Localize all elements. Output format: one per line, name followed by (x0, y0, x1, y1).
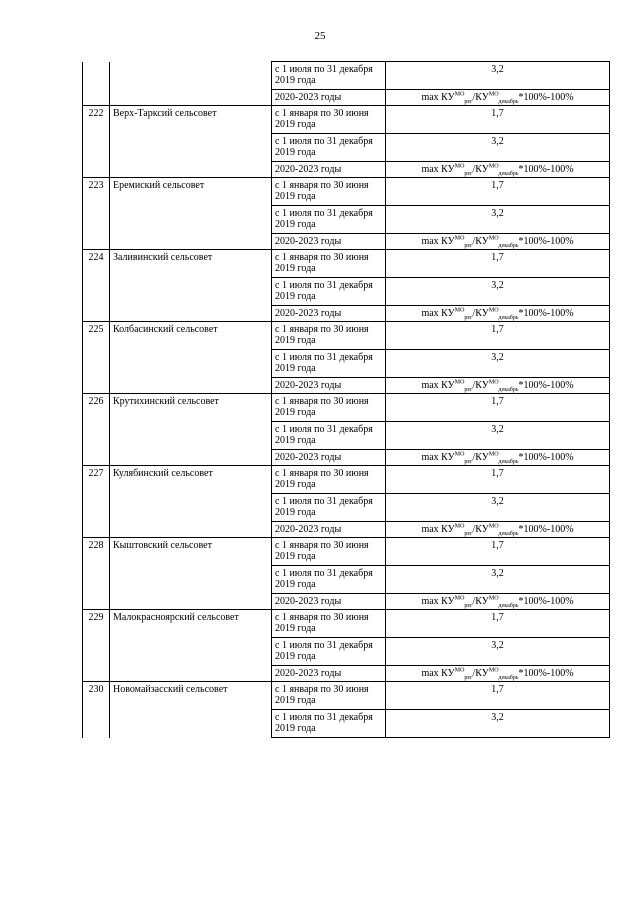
value-cell: 1,7 (386, 322, 610, 350)
tariff-formula (421, 668, 573, 679)
value-cell: 3,2 (386, 62, 610, 90)
period-cell: с 1 июля по 31 декабря 2019 года (272, 134, 386, 162)
period-cell: с 1 июля по 31 декабря 2019 года (272, 278, 386, 306)
formula-mid: /КУ (472, 236, 489, 247)
table-row (83, 250, 610, 278)
table-row (83, 466, 610, 494)
formula-suffix: *100%-100% (518, 380, 574, 391)
formula-sup: МО (488, 667, 499, 674)
value-cell (386, 306, 610, 322)
formula-sup: МО (488, 451, 499, 458)
formula-suffix: *100%-100% (518, 164, 574, 175)
value-cell: 3,2 (386, 422, 610, 450)
formula-prefix: max КУ (421, 308, 455, 319)
period-cell: с 1 января по 30 июня 2019 года (272, 394, 386, 422)
period-cell: с 1 января по 30 июня 2019 года (272, 610, 386, 638)
value-cell: 1,7 (386, 610, 610, 638)
formula-sub: рег (464, 243, 473, 249)
period-cell: с 1 января по 30 июня 2019 года (272, 538, 386, 566)
formula-sup: МО (488, 163, 499, 170)
entry-number: 230 (83, 682, 110, 738)
table-row (83, 106, 610, 134)
settlement-name: Колбасинский сельсовет (110, 322, 272, 394)
tariff-table (82, 61, 610, 738)
formula-mid: /КУ (472, 668, 489, 679)
period-cell: с 1 июля по 31 декабря 2019 года (272, 710, 386, 738)
period-cell: с 1 июля по 31 декабря 2019 года (272, 494, 386, 522)
formula-sub: рег (464, 387, 473, 393)
value-cell (386, 450, 610, 466)
formula-sub: декабрь (498, 675, 519, 681)
formula-sup: МО (454, 451, 465, 458)
value-cell: 3,2 (386, 710, 610, 738)
entry-number: 228 (83, 538, 110, 610)
entry-name-cell (110, 62, 272, 106)
formula-sup: МО (488, 91, 499, 98)
entry-number: 226 (83, 394, 110, 466)
formula-mid: /КУ (472, 380, 489, 391)
value-cell: 3,2 (386, 134, 610, 162)
formula-sub: декабрь (498, 99, 519, 105)
tariff-formula (421, 524, 573, 535)
table-row (83, 178, 610, 206)
value-cell (386, 162, 610, 178)
tariff-table-body (83, 62, 610, 738)
formula-sub: декабрь (498, 171, 519, 177)
period-cell: с 1 июля по 31 декабря 2019 года (272, 206, 386, 234)
tariff-formula (421, 92, 573, 103)
period-cell: с 1 января по 30 июня 2019 года (272, 106, 386, 134)
formula-prefix: max КУ (421, 380, 455, 391)
tariff-formula (421, 380, 573, 391)
formula-mid: /КУ (472, 164, 489, 175)
formula-sub: рег (464, 99, 473, 105)
settlement-name: Кулябинский сельсовет (110, 466, 272, 538)
formula-mid: /КУ (472, 596, 489, 607)
period-cell: 2020-2023 годы (272, 306, 386, 322)
value-cell (386, 90, 610, 106)
value-cell: 1,7 (386, 394, 610, 422)
formula-sub: декабрь (498, 315, 519, 321)
formula-suffix: *100%-100% (518, 452, 574, 463)
formula-prefix: max КУ (421, 92, 455, 103)
value-cell: 3,2 (386, 638, 610, 666)
settlement-name: Заливинский сельсовет (110, 250, 272, 322)
period-cell: с 1 июля по 31 декабря 2019 года (272, 350, 386, 378)
formula-sup: МО (454, 235, 465, 242)
entry-number: 223 (83, 178, 110, 250)
period-cell: 2020-2023 годы (272, 234, 386, 250)
formula-sup: МО (454, 307, 465, 314)
table-row (83, 62, 610, 90)
tariff-formula (421, 236, 573, 247)
tariff-formula (421, 596, 573, 607)
value-cell: 3,2 (386, 278, 610, 306)
formula-sup: МО (454, 163, 465, 170)
formula-sub: рег (464, 315, 473, 321)
formula-suffix: *100%-100% (518, 524, 574, 535)
settlement-name: Новомайзасский сельсовет (110, 682, 272, 738)
formula-suffix: *100%-100% (518, 236, 574, 247)
period-cell: с 1 января по 30 июня 2019 года (272, 466, 386, 494)
formula-sup: МО (488, 595, 499, 602)
period-cell: с 1 июля по 31 декабря 2019 года (272, 422, 386, 450)
entry-number: 227 (83, 466, 110, 538)
settlement-name: Кыштовский сельсовет (110, 538, 272, 610)
formula-prefix: max КУ (421, 236, 455, 247)
formula-mid: /КУ (472, 452, 489, 463)
formula-suffix: *100%-100% (518, 668, 574, 679)
formula-sub: рег (464, 675, 473, 681)
value-cell (386, 594, 610, 610)
formula-sup: МО (454, 595, 465, 602)
value-cell: 3,2 (386, 566, 610, 594)
formula-prefix: max КУ (421, 596, 455, 607)
formula-mid: /КУ (472, 524, 489, 535)
period-cell: 2020-2023 годы (272, 522, 386, 538)
period-cell: 2020-2023 годы (272, 162, 386, 178)
period-cell: с 1 июля по 31 декабря 2019 года (272, 566, 386, 594)
settlement-name: Верх-Тарксий сельсовет (110, 106, 272, 178)
page-number: 25 (314, 30, 326, 42)
formula-sup: МО (454, 379, 465, 386)
formula-mid: /КУ (472, 92, 489, 103)
value-cell: 1,7 (386, 106, 610, 134)
settlement-name: Крутихинский сельсовет (110, 394, 272, 466)
formula-sub: рег (464, 531, 473, 537)
formula-suffix: *100%-100% (518, 92, 574, 103)
formula-sup: МО (488, 379, 499, 386)
period-cell: с 1 января по 30 июня 2019 года (272, 682, 386, 710)
table-row (83, 682, 610, 710)
value-cell (386, 522, 610, 538)
formula-prefix: max КУ (421, 164, 455, 175)
value-cell (386, 378, 610, 394)
formula-prefix: max КУ (421, 524, 455, 535)
entry-number: 222 (83, 106, 110, 178)
value-cell: 3,2 (386, 206, 610, 234)
period-cell: 2020-2023 годы (272, 450, 386, 466)
formula-sub: декабрь (498, 603, 519, 609)
entry-number: 225 (83, 322, 110, 394)
formula-sub: декабрь (498, 243, 519, 249)
formula-sup: МО (454, 91, 465, 98)
period-cell: с 1 января по 30 июня 2019 года (272, 178, 386, 206)
value-cell: 1,7 (386, 682, 610, 710)
table-row (83, 322, 610, 350)
value-cell: 1,7 (386, 178, 610, 206)
formula-suffix: *100%-100% (518, 308, 574, 319)
formula-sup: МО (454, 667, 465, 674)
entry-number: 224 (83, 250, 110, 322)
value-cell (386, 234, 610, 250)
formula-mid: /КУ (472, 308, 489, 319)
formula-prefix: max КУ (421, 452, 455, 463)
value-cell: 1,7 (386, 538, 610, 566)
formula-sup: МО (488, 523, 499, 530)
value-cell (386, 666, 610, 682)
formula-sup: МО (454, 523, 465, 530)
period-cell: 2020-2023 годы (272, 666, 386, 682)
tariff-formula (421, 452, 573, 463)
formula-suffix: *100%-100% (518, 596, 574, 607)
tariff-formula (421, 308, 573, 319)
value-cell: 1,7 (386, 250, 610, 278)
table-row (83, 538, 610, 566)
formula-sub: декабрь (498, 459, 519, 465)
period-cell: 2020-2023 годы (272, 90, 386, 106)
settlement-name: Малокрасноярский сельсовет (110, 610, 272, 682)
formula-sub: рег (464, 603, 473, 609)
value-cell: 3,2 (386, 350, 610, 378)
value-cell: 1,7 (386, 466, 610, 494)
period-cell: с 1 июля по 31 декабря 2019 года (272, 638, 386, 666)
settlement-name: Еремиский сельсовет (110, 178, 272, 250)
formula-sub: рег (464, 171, 473, 177)
value-cell: 3,2 (386, 494, 610, 522)
period-cell: 2020-2023 годы (272, 378, 386, 394)
formula-sub: декабрь (498, 531, 519, 537)
period-cell: с 1 января по 30 июня 2019 года (272, 250, 386, 278)
formula-sup: МО (488, 307, 499, 314)
formula-prefix: max КУ (421, 668, 455, 679)
formula-sub: декабрь (498, 387, 519, 393)
period-cell: с 1 июля по 31 декабря 2019 года (272, 62, 386, 90)
formula-sub: рег (464, 459, 473, 465)
formula-sup: МО (488, 235, 499, 242)
tariff-formula (421, 164, 573, 175)
table-row (83, 394, 610, 422)
entry-number-cell (83, 62, 110, 106)
table-row (83, 610, 610, 638)
period-cell: с 1 января по 30 июня 2019 года (272, 322, 386, 350)
period-cell: 2020-2023 годы (272, 594, 386, 610)
entry-number: 229 (83, 610, 110, 682)
